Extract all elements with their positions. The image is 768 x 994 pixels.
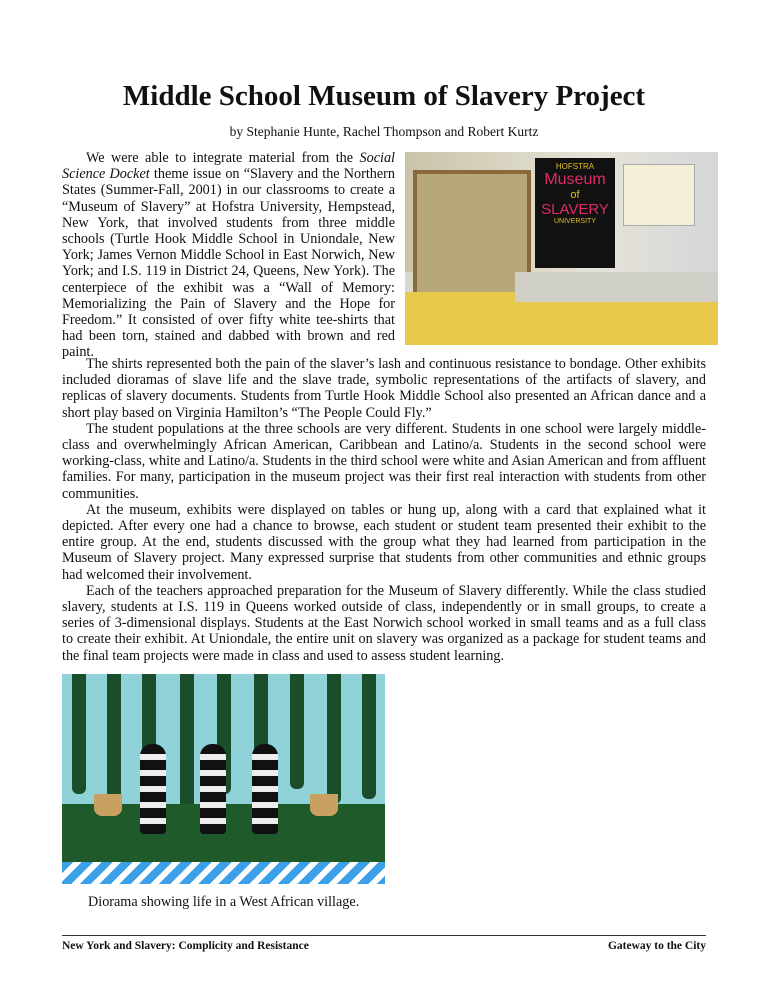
text: We were able to integrate material from the [86,150,360,166]
photo-caption: Diorama showing life in a West African village. [88,893,360,910]
diorama-photo [62,674,385,884]
museum-banner [535,158,615,268]
paragraph-4: At the museum, exhibits were displayed on tables or hung up, along with a card that explained what it depicted. After every one had a chance to browse, each student or student team presented their exhibit to the entire group. At the end, students discussed with the group what they had learned from participation in the Museum of Slavery project. Many expressed surprise that students from other communities and ethnic groups had welcomed their involvement. [62,501,706,583]
banner-text: SLAVERY [541,201,609,218]
banner-text: UNIVERSITY [553,218,596,225]
banner-text: Museum [544,171,606,188]
footer-divider [62,935,706,936]
footer-left: New York and Slavery: Complicity and Resistance [62,940,309,952]
paragraph-2: The shirts represented both the pain of the slaver’s lash and continuous resistance to bondage. Other exhibits included dioramas of slave life and the slave trade, symbolic representations of the artifacts of slavery, and replicas of slavery documents. Students from Turtle Hook Middle School also presented an African dance and a short play based on Virginia Hamilton’s “The People Could Fly.” [62,356,706,421]
footer-right: Gateway to the City [607,940,706,952]
banner-text: of [570,189,580,201]
museum-exhibit-photo [405,152,718,345]
article-title: Middle School Museum of Slavery Project [122,80,646,112]
publication-title: Social Science Docket [62,150,395,183]
paragraph-1 [62,150,395,361]
paragraph-5: Each of the teachers approached preparation for the Museum of Slavery differently. While the class studied slavery, students at I.S. 119 in Queens worked outside of class, independently or in small groups, to create a series of 3-dimensional displays. Students at the East Norwich school worked in small teams and as a full class to create their exhibit. At Uniondale, the entire unit on slavery was organized as a package for student teams and the final team projects were made in class and used to assess student learning. [62,582,706,664]
body-flow [62,356,706,911]
text: theme issue on “Slavery and the Northern States (Summer-Fall, 2001) in our classrooms to create a “Museum of Slavery” at Hofstra University, Hempstead, New York, that involved students from three middle schools (Turtle Hook Middle School in Uniondale, New York; James Vernon Middle School in East Norwich, New York; and I.S. 119 in District 24, Queens, New York). The centerpiece of the exhibit was a “Wall of Memory: Memorializing the Pain of Slavery and the Hope for Freedom.” It consisted of over fifty white tee-shirts that had been torn, stained and dabbed with brown and red paint. [62,166,395,361]
banner-text: HOFSTRA [555,162,595,171]
byline: by Stephanie Hunte, Rachel Thompson and Robert Kurtz [229,124,539,139]
poster [623,164,695,226]
body-text [62,356,706,664]
paragraph-3: The student populations at the three schools are very different. Students in one school were largely middle-class and overwhelmingly African American, Caribbean and Latino/a. Students in the second school were working-class, white and Latino/a. Students in the third school were white and Asian American and from affluent families. For many, participation in the museum project was their first real interaction with students from other communities. [62,420,706,502]
